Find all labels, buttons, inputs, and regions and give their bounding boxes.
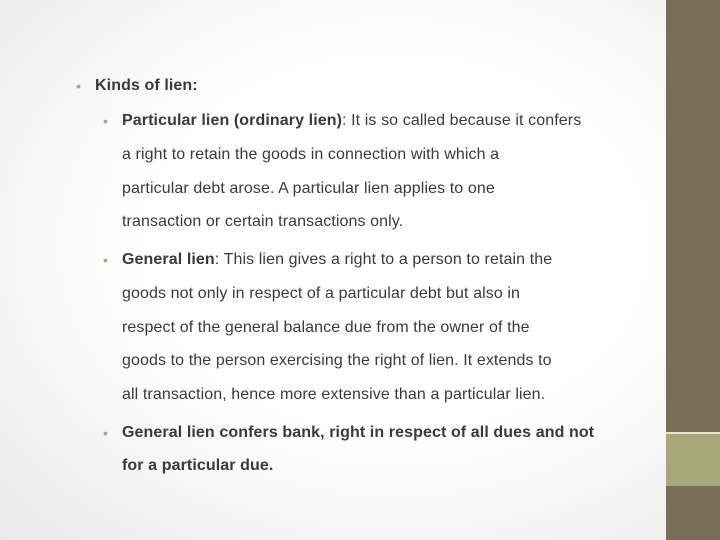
sidebar-band-top xyxy=(666,0,720,432)
sidebar-band-bottom xyxy=(666,486,720,540)
item-term: Particular lien (ordinary lien) xyxy=(122,112,343,129)
bullet-icon: • xyxy=(76,78,81,94)
item-term: General lien xyxy=(122,251,215,268)
item-text: transaction or certain transactions only. xyxy=(122,213,404,230)
list-item xyxy=(122,251,552,269)
item-text: : This lien gives a right to a person to retain the xyxy=(214,251,553,268)
item-text: all transaction, hence more extensive than a particular lien. xyxy=(122,386,546,403)
list-item: General lien confers bank, right in respect of all dues and not xyxy=(122,424,595,441)
list-heading: Kinds of lien: xyxy=(95,77,198,94)
item-text: respect of the general balance due from the owner of the xyxy=(122,319,530,336)
item-text: for a particular due. xyxy=(122,457,274,474)
item-text: goods to the person exercising the right of lien. It extends to xyxy=(122,352,552,369)
bullet-icon: • xyxy=(103,425,108,441)
list-item xyxy=(122,112,581,130)
item-text: a right to retain the goods in connection with which a xyxy=(122,146,500,163)
item-text: goods not only in respect of a particular debt but also in xyxy=(122,285,521,302)
item-text: particular debt arose. A particular lien applies to one xyxy=(122,180,495,197)
bullet-icon: • xyxy=(103,113,108,129)
sidebar-band-middle xyxy=(666,434,720,486)
bullet-icon: • xyxy=(103,252,108,268)
item-text: : It is so called because it confers xyxy=(342,112,582,129)
